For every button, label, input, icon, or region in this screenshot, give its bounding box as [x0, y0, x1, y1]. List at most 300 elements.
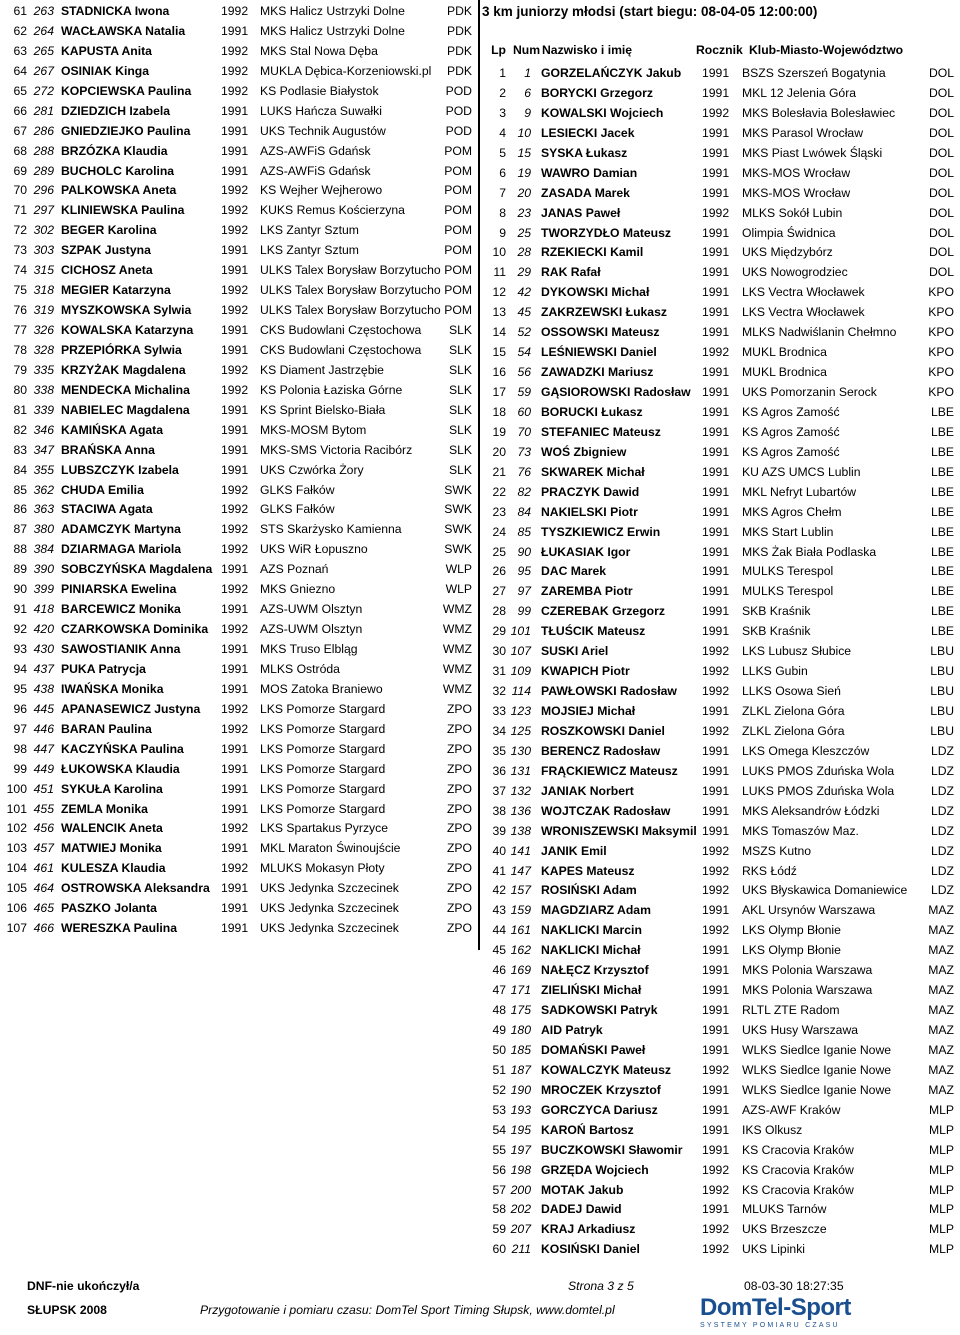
table-row	[482, 1200, 960, 1220]
cell-name: CZEREBAK Grzegorz	[541, 604, 665, 619]
cell-woj: SLK	[448, 342, 472, 357]
header-num: Num	[513, 43, 541, 57]
cell-name: NABIELEC Magdalena	[61, 402, 190, 417]
table-row	[482, 1081, 960, 1101]
cell-lp: 62	[13, 23, 27, 38]
cell-name: KOSIŃSKI Daniel	[541, 1242, 640, 1257]
cell-club: ZLKL Zielona Góra	[742, 723, 845, 738]
cell-woj: SLK	[448, 462, 472, 477]
table-row	[0, 261, 478, 281]
cell-woj: WMZ	[442, 681, 472, 696]
cell-lp: 98	[13, 741, 27, 756]
cell-num: 85	[517, 524, 531, 539]
table-row	[482, 842, 960, 862]
cell-name: IWAŃSKA Monika	[61, 681, 164, 696]
cell-club: LKS Pomorze Stargard	[260, 701, 386, 716]
cell-club: UKS Jedynka Szczecinek	[260, 881, 399, 896]
cell-num: 296	[33, 183, 54, 198]
cell-club: KS Agros Zamość	[742, 424, 840, 439]
cell-woj: SLK	[448, 442, 472, 457]
table-row	[0, 720, 478, 740]
table-row	[482, 642, 960, 662]
cell-lp: 93	[13, 642, 27, 656]
cell-year: 1991	[702, 145, 730, 160]
cell-num: 60	[517, 404, 531, 419]
page-number: Strona 3 z 5	[568, 1279, 634, 1293]
cell-num: 162	[510, 943, 531, 958]
cell-name: WOŚ Zbigniew	[541, 444, 627, 459]
table-row	[0, 142, 478, 162]
cell-lp: 11	[493, 265, 506, 280]
cell-name: DZIARMAGA Mariola	[61, 542, 182, 557]
cell-woj: LBE	[930, 484, 954, 499]
cell-lp: 60	[492, 1242, 506, 1257]
cell-num: 6	[524, 85, 531, 100]
cell-lp: 31	[492, 664, 506, 679]
cell-name: BUCHOLC Karolina	[61, 163, 175, 178]
table-row	[482, 582, 960, 602]
cell-name: CICHOSZ Aneta	[61, 263, 153, 278]
cell-club: MSZS Kutno	[742, 843, 812, 858]
table-row	[482, 323, 960, 343]
cell-name: STACIWA Agata	[61, 502, 153, 517]
cell-club: LKS Lubusz Słubice	[742, 644, 852, 659]
cell-lp: 87	[13, 522, 27, 537]
cell-name: DZIEDZICH Izabela	[61, 103, 171, 118]
table-row	[0, 760, 478, 780]
cell-woj: POD	[445, 123, 472, 138]
table-row	[0, 859, 478, 879]
table-row	[482, 283, 960, 303]
table-row	[0, 540, 478, 560]
cell-num: 59	[517, 385, 531, 399]
cell-lp: 69	[13, 163, 27, 178]
cell-year: 1991	[702, 285, 730, 300]
cell-club: MKS Halicz Ustrzyki Dolne	[260, 4, 405, 18]
cell-club: LKS Zantyr Sztum	[260, 243, 359, 258]
cell-woj: KPO	[928, 385, 954, 399]
cell-woj: MAZ	[928, 1003, 954, 1018]
cell-name: BORYCKI Grzegorz	[541, 85, 653, 100]
cell-name: KRAJ Arkadiusz	[541, 1222, 636, 1237]
table-row	[0, 919, 478, 939]
cell-year: 1991	[702, 165, 730, 180]
cell-num: 288	[33, 143, 54, 158]
cell-name: SADKOWSKI Patryk	[541, 1003, 658, 1018]
cell-lp: 46	[492, 963, 506, 978]
cell-num: 438	[33, 681, 54, 696]
cell-lp: 41	[492, 863, 506, 878]
cell-num: 73	[517, 444, 531, 459]
cell-num: 84	[517, 504, 531, 519]
cell-num: 132	[510, 783, 531, 798]
cell-club: LKS Olymp Błonie	[742, 943, 841, 958]
table-row	[482, 602, 960, 622]
results-rows	[482, 64, 960, 1260]
table-row	[482, 742, 960, 762]
cell-woj: LBU	[930, 704, 954, 718]
cell-year: 1992	[221, 83, 249, 98]
cell-name: GORCZYCA Dariusz	[541, 1102, 658, 1117]
table-row	[0, 800, 478, 820]
cell-name: BRZÓZKA Klaudia	[61, 143, 168, 158]
cell-club: AZS-UWM Olsztyn	[260, 602, 363, 617]
cell-club: AZS-UWM Olsztyn	[260, 622, 363, 637]
cell-club: CKS Budowlani Częstochowa	[260, 342, 422, 357]
table-row	[482, 144, 960, 164]
cell-num: 175	[510, 1003, 531, 1018]
cell-club: RKS Łódź	[742, 863, 797, 878]
cell-num: 338	[33, 382, 54, 397]
cell-year: 1991	[702, 245, 730, 260]
cell-club: MKL 12 Jelenia Góra	[742, 85, 857, 100]
cell-num: 125	[510, 723, 531, 738]
cell-lp: 88	[13, 542, 27, 557]
cell-name: ZASADA Marek	[541, 185, 630, 200]
cell-lp: 82	[13, 422, 27, 437]
cell-lp: 81	[13, 402, 27, 417]
cell-lp: 61	[13, 4, 27, 18]
cell-year: 1991	[702, 763, 730, 778]
cell-name: AID Patryk	[541, 1023, 603, 1037]
cell-num: 195	[510, 1122, 531, 1137]
cell-name: BARAN Paulina	[61, 721, 152, 736]
table-row	[0, 301, 478, 321]
cell-lp: 22	[492, 484, 506, 499]
cell-woj: ZPO	[446, 821, 472, 836]
cell-name: PINIARSKA Ewelina	[61, 582, 177, 597]
cell-name: STADNICKA Iwona	[61, 4, 170, 18]
cell-name: GORZELAŃCZYK Jakub	[541, 66, 682, 80]
cell-year: 1992	[221, 701, 249, 716]
cell-woj: LDZ	[930, 843, 954, 858]
cell-num: 141	[510, 843, 531, 858]
cell-num: 289	[33, 163, 54, 178]
cell-name: CHUDA Emilia	[61, 482, 144, 497]
cell-year: 1991	[702, 1042, 730, 1057]
cell-name: KLINIEWSKA Paulina	[61, 203, 185, 218]
cell-num: 267	[33, 63, 54, 78]
table-row	[482, 124, 960, 144]
table-row	[482, 921, 960, 941]
cell-woj: ZPO	[446, 921, 472, 936]
cell-club: WLKS Siedlce Iganie Nowe	[742, 1082, 892, 1097]
table-row	[482, 204, 960, 224]
table-row	[482, 662, 960, 682]
table-row	[0, 102, 478, 122]
cell-club: MKS-SMS Victoria Racibórz	[260, 442, 413, 457]
cell-name: RZEKIECKI Kamil	[541, 245, 644, 260]
cell-year: 1991	[702, 185, 730, 200]
cell-num: 272	[33, 83, 54, 98]
cell-club: LKS Pomorze Stargard	[260, 781, 386, 796]
cell-name: KOWALSKI Wojciech	[541, 105, 664, 120]
cell-club: KS Polonia Łaziska Górne	[260, 382, 403, 397]
cell-num: 185	[510, 1042, 531, 1057]
cell-lp: 91	[13, 602, 27, 617]
cell-lp: 23	[492, 504, 506, 519]
cell-num: 198	[510, 1162, 531, 1177]
cell-lp: 100	[6, 781, 27, 796]
cell-num: 169	[510, 963, 531, 978]
cell-woj: KPO	[928, 365, 954, 380]
cell-lp: 10	[492, 245, 506, 260]
cell-num: 455	[33, 801, 54, 816]
cell-lp: 79	[13, 362, 27, 377]
table-row	[482, 503, 960, 523]
cell-woj: SLK	[448, 362, 472, 377]
cell-lp: 101	[6, 801, 27, 816]
cell-woj: LDZ	[930, 743, 954, 758]
cell-year: 1991	[702, 1003, 730, 1018]
cell-club: MKS Stal Nowa Dęba	[260, 43, 378, 58]
column-separator	[478, 0, 480, 950]
cell-name: ZAREMBA Piotr	[541, 584, 633, 599]
cell-club: ULKS Talex Borysław Borzytucho	[260, 283, 441, 298]
cell-year: 1992	[702, 105, 730, 120]
cell-woj: LBU	[930, 723, 954, 738]
table-row	[482, 64, 960, 84]
cell-year: 1991	[702, 524, 730, 539]
table-row	[482, 722, 960, 742]
cell-woj: DOL	[928, 105, 954, 120]
table-row	[0, 899, 478, 919]
cell-name: SZPAK Justyna	[61, 243, 151, 258]
table-row	[482, 981, 960, 1001]
cell-year: 1991	[702, 783, 730, 798]
table-row	[0, 162, 478, 182]
cell-lp: 13	[492, 305, 506, 320]
cell-lp: 7	[499, 185, 506, 200]
cell-lp: 94	[13, 661, 27, 676]
table-row	[482, 443, 960, 463]
cell-lp: 52	[492, 1082, 506, 1097]
cell-name: ZIELIŃSKI Michał	[541, 983, 642, 998]
cell-num: 52	[517, 325, 531, 340]
cell-year: 1991	[221, 422, 249, 437]
cell-year: 1992	[702, 664, 730, 679]
cell-woj: SLK	[448, 323, 472, 337]
cell-year: 1991	[702, 1102, 730, 1117]
cell-year: 1992	[221, 622, 249, 637]
cell-num: 390	[33, 562, 54, 577]
cell-name: KULESZA Klaudia	[61, 861, 166, 876]
cell-lp: 36	[492, 763, 506, 778]
cell-num: 466	[33, 921, 54, 936]
table-row	[0, 122, 478, 142]
cell-year: 1991	[702, 943, 730, 958]
cell-year: 1992	[221, 721, 249, 736]
cell-club: GLKS Fałków	[260, 502, 335, 517]
cell-year: 1992	[221, 203, 249, 218]
table-row	[0, 620, 478, 640]
cell-woj: DOL	[928, 125, 954, 140]
cell-woj: POM	[444, 163, 472, 178]
cell-lp: 57	[492, 1182, 506, 1197]
cell-name: KAPES Mateusz	[541, 863, 635, 878]
cell-club: MLUKS Tarnów	[742, 1202, 827, 1217]
cell-year: 1991	[221, 23, 249, 38]
cell-club: LKS Pomorze Stargard	[260, 801, 386, 816]
cell-name: KWAPICH Piotr	[541, 664, 630, 679]
cell-num: 263	[33, 4, 54, 18]
table-row	[482, 1240, 960, 1260]
cell-lp: 68	[13, 143, 27, 158]
cell-woj: MAZ	[928, 923, 954, 938]
cell-year: 1991	[702, 604, 730, 619]
cell-year: 1992	[221, 482, 249, 497]
cell-name: MENDECKA Michalina	[61, 382, 190, 397]
table-row	[0, 780, 478, 800]
cell-club: LLKS Osowa Sień	[742, 684, 841, 699]
cell-num: 76	[517, 464, 531, 479]
cell-woj: DOL	[928, 265, 954, 280]
cell-year: 1991	[221, 123, 249, 138]
table-row	[482, 1181, 960, 1201]
cell-name: ROSZKOWSKI Daniel	[541, 723, 665, 738]
table-row	[482, 881, 960, 901]
cell-club: MLKS Sokół Lubin	[742, 205, 843, 220]
cell-name: NAŁĘCZ Krzysztof	[541, 963, 649, 978]
cell-year: 1992	[702, 684, 730, 699]
cell-num: 447	[33, 741, 54, 756]
cell-year: 1991	[702, 903, 730, 918]
cell-year: 1991	[221, 881, 249, 896]
cell-num: 281	[33, 103, 54, 118]
cell-lp: 38	[492, 803, 506, 818]
cell-woj: SLK	[448, 422, 472, 437]
cell-club: MULKS Terespol	[742, 584, 834, 599]
cell-club: LUKS PMOS Zduńska Wola	[742, 783, 895, 798]
cell-club: UKS Lipinki	[742, 1242, 805, 1257]
cell-lp: 49	[492, 1023, 506, 1037]
cell-lp: 65	[13, 83, 27, 98]
cell-num: 211	[511, 1242, 531, 1257]
cell-num: 315	[33, 263, 54, 278]
cell-lp: 103	[6, 841, 27, 856]
table-row	[482, 862, 960, 882]
cell-num: 90	[517, 544, 531, 559]
cell-woj: POM	[444, 223, 472, 238]
cell-name: KOWALCZYK Mateusz	[541, 1062, 672, 1077]
cell-woj: MLP	[928, 1222, 954, 1237]
cell-year: 1991	[221, 442, 249, 457]
cell-name: KAPUSTA Anita	[61, 43, 152, 58]
cell-club: MLUKS Mokasyn Płoty	[260, 861, 385, 876]
cell-club: UKS Międzybórz	[742, 245, 833, 260]
cell-num: 420	[33, 622, 54, 637]
cell-woj: MAZ	[928, 983, 954, 998]
cell-num: 362	[33, 482, 54, 497]
table-row	[0, 361, 478, 381]
cell-num: 303	[33, 243, 54, 258]
table-row	[482, 184, 960, 204]
cell-year: 1992	[221, 283, 249, 298]
cell-name: TWORZYDŁO Mateusz	[541, 225, 671, 240]
cell-name: SUSKI Ariel	[541, 644, 609, 659]
cell-year: 1992	[221, 502, 249, 517]
cell-year: 1991	[702, 85, 730, 100]
cell-name: APANASEWICZ Justyna	[61, 701, 201, 716]
cell-club: AZS-AWFiS Gdańsk	[260, 143, 371, 158]
cell-lp: 86	[13, 502, 27, 517]
table-row	[482, 1061, 960, 1081]
cell-club: KUKS Remus Kościerzyna	[260, 203, 405, 218]
cell-woj: SWK	[444, 522, 472, 537]
cell-name: NAKIELSKI Piotr	[541, 504, 638, 519]
header-year: Rocznik	[696, 43, 743, 57]
cell-name: LESIECKI Jacek	[541, 125, 635, 140]
cell-lp: 96	[13, 701, 27, 716]
table-row	[482, 1001, 960, 1021]
cell-club: ULKS Talex Borysław Borzytucho	[260, 263, 441, 278]
cell-lp: 26	[492, 564, 506, 579]
cell-woj: ZPO	[446, 741, 472, 756]
cell-woj: LBU	[930, 644, 954, 659]
cell-woj: PDK	[446, 43, 472, 58]
cell-lp: 17	[492, 385, 506, 399]
cell-woj: POM	[444, 263, 472, 278]
cell-lp: 2	[499, 85, 506, 100]
cell-year: 1992	[221, 382, 249, 397]
cell-name: NAKLICKI Michał	[541, 943, 641, 958]
cell-year: 1991	[702, 404, 730, 419]
table-row	[482, 941, 960, 961]
cell-lp: 40	[492, 843, 506, 858]
cell-woj: DOL	[928, 145, 954, 160]
cell-name: KOPCIEWSKA Paulina	[61, 83, 192, 98]
dnf-legend: DNF-nie ukończył/a	[27, 1279, 140, 1293]
cell-year: 1992	[702, 1242, 730, 1257]
cell-year: 1991	[702, 484, 730, 499]
cell-year: 1992	[221, 821, 249, 836]
cell-club: Olimpia Świdnica	[742, 225, 836, 240]
cell-club: MKS-MOS Wrocław	[742, 165, 851, 180]
cell-lp: 92	[13, 622, 27, 637]
cell-lp: 84	[13, 462, 27, 477]
cell-woj: LBU	[930, 664, 954, 679]
table-row	[482, 263, 960, 283]
cell-year: 1991	[702, 444, 730, 459]
cell-lp: 63	[13, 43, 27, 58]
cell-name: KRZYŻAK Magdalena	[61, 362, 186, 377]
cell-year: 1992	[702, 345, 730, 360]
cell-lp: 83	[13, 442, 27, 457]
cell-club: MKS Polonia Warszawa	[742, 983, 873, 998]
cell-woj: DOL	[928, 245, 954, 260]
cell-woj: LDZ	[930, 883, 954, 898]
cell-name: BORUCKI Łukasz	[541, 404, 643, 419]
cell-club: SKB Kraśnik	[742, 604, 811, 619]
cell-woj: MAZ	[928, 1082, 954, 1097]
cell-club: AZS Poznań	[260, 562, 329, 577]
cell-club: MUKLA Dębica-Korzeniowski.pl	[260, 63, 432, 78]
table-row	[482, 682, 960, 702]
cell-year: 1992	[702, 1182, 730, 1197]
table-row	[482, 622, 960, 642]
cell-woj: SWK	[444, 482, 472, 497]
table-row	[0, 82, 478, 102]
cell-club: LKS Omega Kleszczów	[742, 743, 870, 758]
cell-name: GĄSIOROWSKI Radosław	[541, 385, 691, 399]
table-row	[482, 224, 960, 244]
cell-num: 346	[33, 422, 54, 437]
cell-year: 1991	[702, 1202, 730, 1217]
cell-woj: SLK	[448, 382, 472, 397]
cell-num: 190	[510, 1082, 531, 1097]
cell-woj: SLK	[448, 402, 472, 417]
cell-club: MKL Nefryt Lubartów	[742, 484, 857, 499]
